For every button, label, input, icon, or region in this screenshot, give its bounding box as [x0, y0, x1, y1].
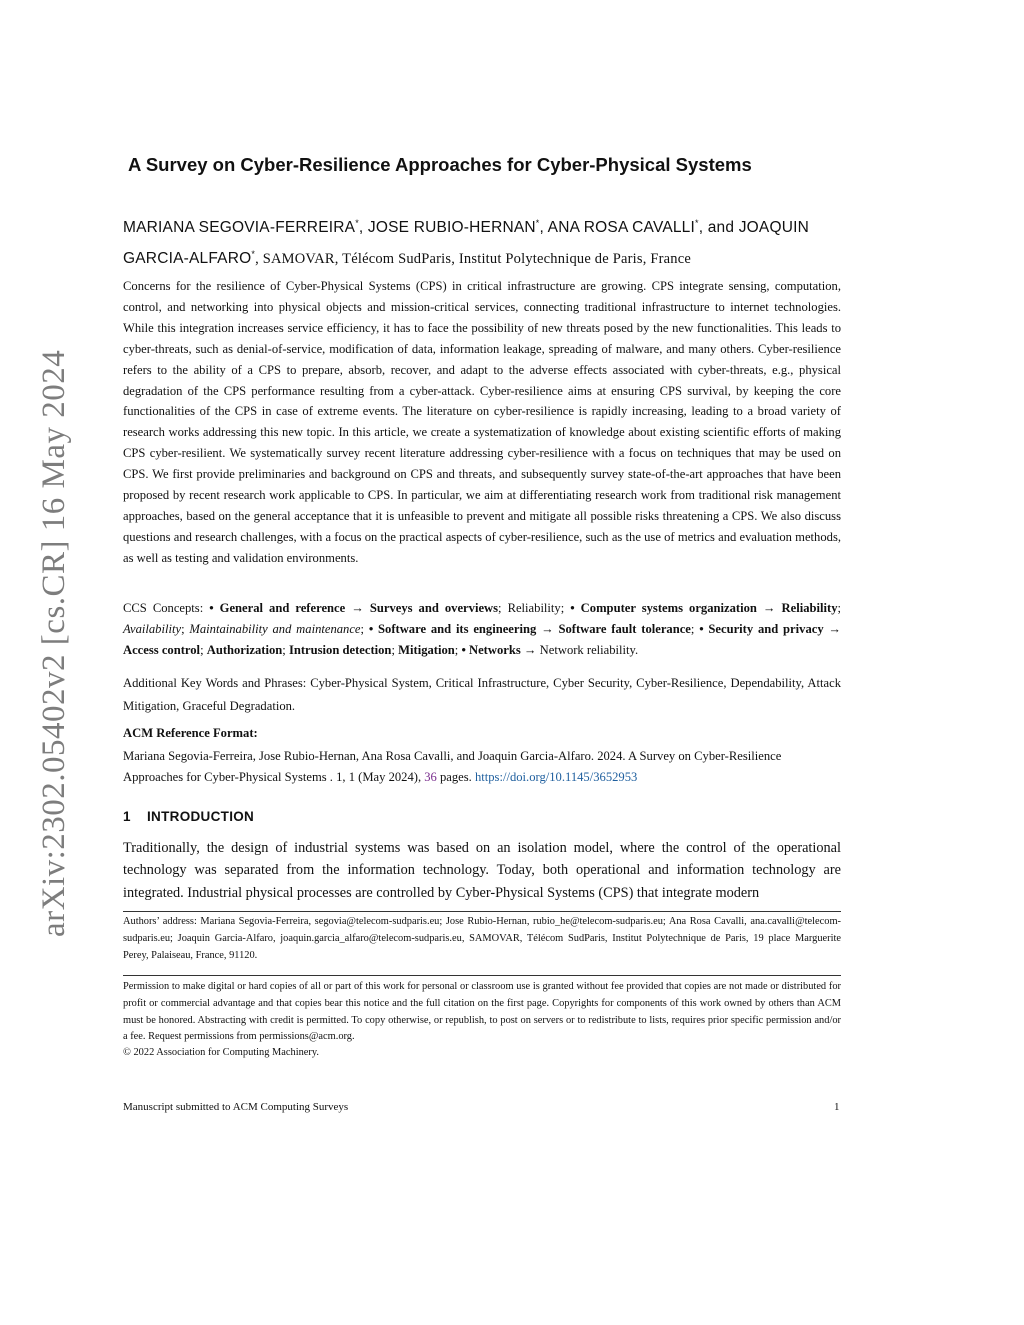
footer-journal: Manuscript submitted to ACM Computing Surveys	[123, 1101, 349, 1113]
ccs-concept: Availability	[123, 622, 182, 636]
reference-citation: Mariana Segovia-Ferreira, Jose Rubio-Hernan, Ana Rosa Cavalli, and Joaquin Garcia-Alfaro. 2024. A Survey on Cyber-Resilience Approaches for Cyber-Physical Systems . 1, 1 (May 2024),	[123, 749, 782, 784]
paper-title: A Survey on Cyber-Resilience Approaches for Cyber-Physical Systems	[128, 154, 752, 175]
reference-format-heading: ACM Reference Format:	[123, 726, 258, 740]
page-count-link[interactable]: 36	[424, 770, 437, 784]
ccs-concept: • General and reference → Surveys and overviews	[209, 601, 499, 615]
ccs-concept: Mitigation	[398, 643, 455, 657]
author-affiliation: , SAMOVAR, Télécom SudParis, Institut Polytechnique de Paris, France	[255, 251, 692, 268]
author-block	[123, 210, 843, 273]
ccs-concepts	[123, 598, 841, 661]
author-name: , ANA ROSA CAVALLI	[539, 219, 696, 237]
author-footnote-mark: *	[535, 218, 540, 228]
ccs-concept: Maintainability and maintenance	[189, 622, 361, 636]
reference-pages-label: pages.	[436, 770, 475, 784]
ccs-concept: • Security and privacy → Access control	[123, 622, 842, 657]
additional-keywords: Additional Key Words and Phrases: Cyber-Physical System, Critical Infrastructure, Cyber Security, Cyber-Resilience, Dependability, Attack Mitigation, Graceful Degradation.	[123, 676, 841, 713]
permission-notice: Permission to make digital or hard copies of all or part of this work for personal or classroom use is granted without fee provided that copies are not made or distributed for profit or commercial advantage and that copies bear this notice and the full citation on the first page. Copyrights for components of this work owned by others than ACM must be honored. Abstracting with credit is permitted. To copy otherwise, or republish, to post on servers or to redistribute to lists, requires prior specific permission and/or a fee. Request permissions from permissions@acm.org.	[123, 981, 841, 1043]
ccs-concept: • Computer systems organization → Reliability	[570, 601, 838, 615]
abstract: Concerns for the resilience of Cyber-Physical Systems (CPS) in critical infrastructure are growing. CPS integrate sensing, computation, control, and networking into physical objects and mission-critical services, connecting traditional infrastructure to internet technologies. While this integration increases service efficiency, it has to face the possibility of new threats posed by the new functionalities. This leads to cyber-threats, such as denial-of-service, modification of data, information leakage, spreading of malware, and many others. Cyber-resilience refers to the ability of a CPS to prepare, absorb, recover, and adapt to the adverse effects associated with cyber-threats, e.g., physical degradation of the CPS performance resulting from a cyber-attack. Cyber-resilience aims at ensuring CPS survival, by keeping the core functionalities of the CPS in case of extreme events. The literature on cyber-resilience is rapidly increasing, leading to a broad variety of research works addressing this new topic. In this article, we create a systematization of knowledge about existing scientific efforts of making CPS cyber-resilient. We systematically survey recent literature addressing cyber-resilience with a focus on techniques that may be used on CPS. We first provide preliminaries and background on CPS and threats, and subsequently survey state-of-the-art approaches that have been proposed by recent research work applicable to CPS. In particular, we aim at differentiating research work from traditional risk management approaches, based on the general acceptance that it is unfeasible to prevent and mitigate all possible risks threatening a CPS. We also discuss questions and research challenges, with a focus on the practical aspects of cyber-resilience, such as the use of metrics and evaluation methods, as well as testing and validation environments.	[123, 279, 841, 565]
page-number: 1	[834, 1101, 840, 1113]
section-title: INTRODUCTION	[147, 809, 255, 824]
authors-address-footnote: Authors’ address: Mariana Segovia-Ferreira, segovia@telecom-sudparis.eu; Jose Rubio-Hernan, rubio_he@telecom-sudparis.eu; Ana Rosa Cavalli, ana.cavalli@telecom-sudparis.eu; Joaquin Garcia-Alfaro, joaquin.garcia_alfaro@telecom-sudparis.eu, SAMOVAR, Télécom SudParis, Institut Polytechnique de Paris, 19 place Marguerite Perey, Palaiseau, France, 91120.	[123, 916, 841, 961]
ccs-concept: • Software and its engineering → Software fault tolerance	[368, 622, 691, 636]
author-name: , JOSE RUBIO-HERNAN	[358, 219, 536, 237]
ccs-concept: Authorization	[206, 643, 283, 657]
author-name: , and JOAQUIN	[698, 219, 809, 237]
author-name: GARCIA-ALFARO	[123, 250, 252, 268]
introduction-paragraph: Traditionally, the design of industrial systems was based on an isolation model, where the control of the operational technology was separated from the information technology. Today, both operational and information technology are integrated. Industrial physical processes are controlled by Cyber-Physical Systems (CPS) that integrate modern	[123, 840, 841, 901]
ccs-separator: ;	[200, 643, 207, 657]
reference-format-text	[123, 746, 841, 788]
ccs-concept: Network reliability.	[536, 643, 639, 657]
ccs-concept: • Networks →	[461, 643, 537, 657]
ccs-separator: ; Reliability;	[498, 601, 571, 615]
footnote-divider	[123, 911, 841, 912]
permission-divider	[123, 975, 841, 976]
author-name: MARIANA SEGOVIA-FERREIRA	[123, 219, 356, 237]
ccs-separator: ;	[360, 622, 369, 636]
ccs-separator: ;	[837, 601, 841, 615]
author-footnote-mark: *	[695, 218, 699, 228]
ccs-separator: ;	[181, 622, 190, 636]
author-footnote-mark: *	[251, 249, 256, 260]
author-footnote-mark: *	[355, 218, 359, 228]
section-heading-introduction	[123, 809, 254, 824]
ccs-separator: ;	[282, 643, 289, 657]
arxiv-identifier-stamp: arXiv:2302.05402v2 [cs.CR] 16 May 2024	[36, 349, 72, 937]
ccs-lead: CCS Concepts:	[123, 601, 210, 615]
ccs-separator: ;	[690, 622, 700, 636]
doi-link[interactable]: https://doi.org/10.1145/3652953	[474, 770, 638, 784]
section-number: 1	[123, 809, 131, 824]
ccs-separator: ;	[454, 643, 462, 657]
copyright-notice: © 2022 Association for Computing Machinery.	[123, 1047, 319, 1058]
ccs-concept: Intrusion detection	[288, 643, 392, 657]
ccs-separator: ;	[391, 643, 399, 657]
